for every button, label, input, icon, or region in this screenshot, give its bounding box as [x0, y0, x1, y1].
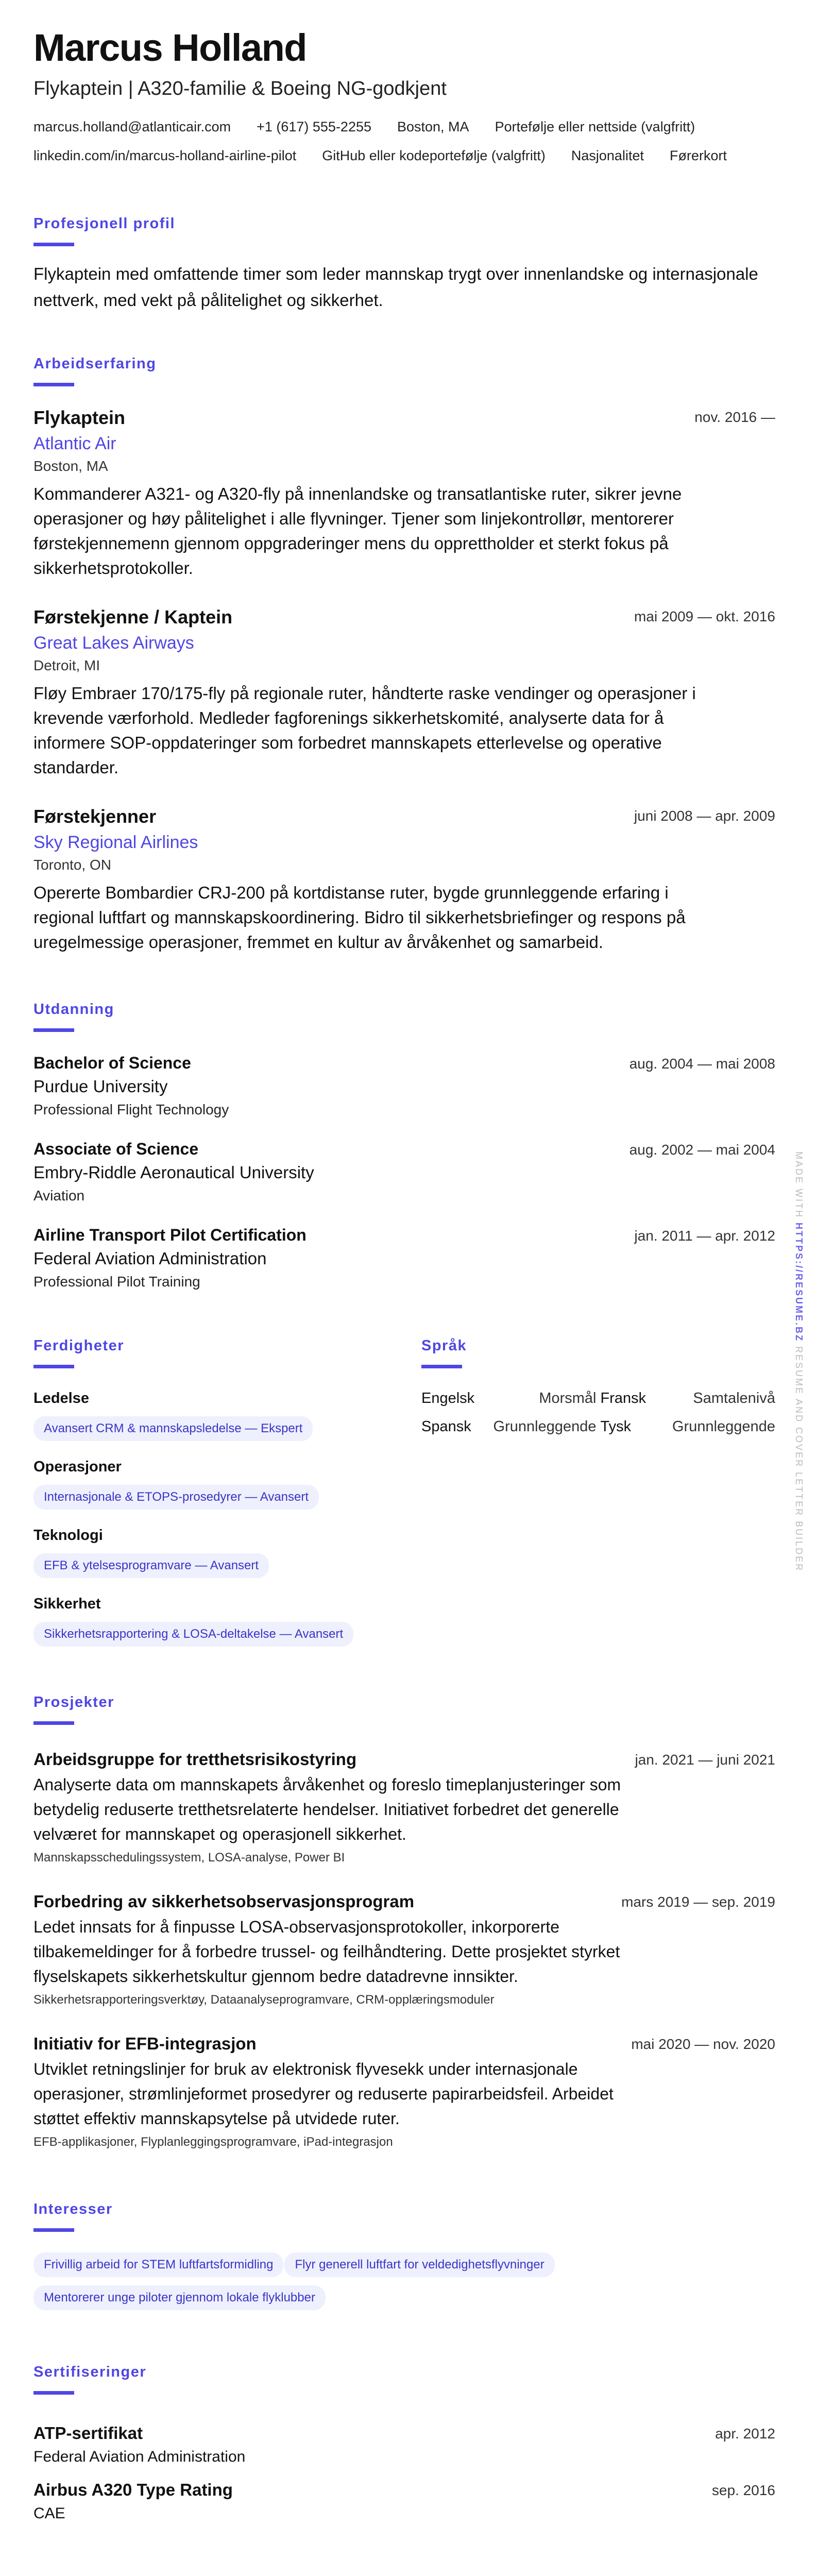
interests-section: [33, 2201, 775, 2310]
watermark-prefix: MADE WITH: [794, 1151, 804, 1218]
contact-item[interactable]: marcus.holland@atlanticair.com: [33, 119, 231, 135]
skill-chip: EFB & ytelsesprogramvare — Avansert: [33, 1553, 269, 1578]
project-entry: [33, 1892, 775, 2007]
language-item: [601, 1390, 776, 1407]
contact-item: Portefølje eller nettside (valgfritt): [495, 119, 695, 135]
project-dates: mai 2020 — nov. 2020: [631, 2036, 775, 2053]
skill-chip: Internasjonale & ETOPS-prosedyrer — Avansert: [33, 1485, 319, 1510]
project-title: Arbeidsgruppe for tretthetsrisikostyring: [33, 1750, 357, 1769]
skill-category: Teknologi: [33, 1527, 103, 1544]
languages-section: [421, 1337, 775, 1647]
interest-chip: Flyr generell luftfart for veldedighetsflyvninger: [284, 2252, 554, 2277]
job-dates: mai 2009 — okt. 2016: [634, 608, 775, 625]
language-level: Grunnleggende: [493, 1418, 597, 1435]
section-divider: [421, 1365, 462, 1368]
field-of-study: Aviation: [33, 1188, 85, 1204]
candidate-headline: Flykaptein | A320-familie & Boeing NG-godkjent: [33, 78, 447, 100]
degree: Associate of Science: [33, 1140, 199, 1159]
language-level: Grunnleggende: [672, 1418, 775, 1435]
skills-languages-row: [33, 1337, 775, 1647]
profile-summary: Flykaptein med omfattende timer som leder mannskap trygt over innenlandske og internasjonale nettverk, med vekt på pålitelighet og sikkerhet.: [33, 264, 758, 310]
section-divider: [33, 383, 74, 386]
section-divider: [33, 2228, 74, 2232]
certification-title: Airbus A320 Type Rating: [33, 2480, 233, 2500]
skill-chip-row: [33, 1613, 421, 1647]
education-dates: jan. 2011 — apr. 2012: [634, 1228, 775, 1244]
language-name: Spansk: [421, 1418, 471, 1435]
job-location: Boston, MA: [33, 458, 108, 474]
experience-entry: [33, 407, 775, 581]
language-name: Tysk: [600, 1418, 632, 1435]
education-dates: aug. 2002 — mai 2004: [629, 1142, 775, 1158]
certifications-section: [33, 2364, 775, 2522]
language-item: [421, 1390, 597, 1407]
experience-section: [33, 355, 775, 955]
certification-title: ATP-sertifikat: [33, 2424, 143, 2443]
project-description: Ledet innsats for å finpusse LOSA-observasjonsprotokoller, inkorporerte tilbakemeldinger for å forbedre trussel- og feilhåndtering. Dette prosjektet styrket flyselskapets sikkerhetskultur gjennom bedre datadrevne innsikter.: [33, 1918, 620, 1986]
school-name: Purdue University: [33, 1077, 168, 1096]
section-title: Ferdigheter: [33, 1337, 125, 1354]
language-level: Samtalenivå: [693, 1390, 775, 1407]
section-title: Profesjonell profil: [33, 215, 176, 232]
education-entry: [33, 1226, 775, 1290]
degree: Airline Transport Pilot Certification: [33, 1226, 306, 1245]
contact-item: GitHub eller kodeportefølje (valgfritt): [322, 148, 546, 164]
language-item: [421, 1418, 597, 1435]
certification-date: sep. 2016: [712, 2482, 775, 2499]
section-title: Interesser: [33, 2201, 113, 2218]
job-location: Toronto, ON: [33, 857, 111, 873]
job-description: Opererte Bombardier CRJ-200 på kortdistanse ruter, bygde grunnleggende erfaring i regional luftfart og mannskapskoordinering. Bidro til sikkerhetsbriefinger og respons på uregelmessige operasjoner, fremmet en kultur av årvåkenhet og samarbeid.: [33, 883, 686, 952]
certification-issuer: Federal Aviation Administration: [33, 2448, 246, 2466]
resume-header: [33, 0, 775, 170]
job-dates: juni 2008 — apr. 2009: [634, 808, 775, 824]
job-title: Førstekjenner: [33, 806, 157, 827]
certification-issuer: CAE: [33, 2505, 65, 2522]
skills-section: [33, 1337, 421, 1647]
skill-category: Sikkerhet: [33, 1596, 101, 1613]
project-title: Forbedring av sikkerhetsobservasjonsprogram: [33, 1892, 415, 1911]
education-dates: aug. 2004 — mai 2008: [629, 1056, 775, 1072]
degree: Bachelor of Science: [33, 1054, 191, 1073]
section-divider: [33, 243, 74, 246]
skill-chip-row: [33, 1407, 421, 1441]
skill-chip: Sikkerhetsrapportering & LOSA-deltakelse — Avansert: [33, 1622, 353, 1647]
job-title: Flykaptein: [33, 407, 126, 429]
profile-section: [33, 215, 775, 313]
school-name: Embry-Riddle Aeronautical University: [33, 1163, 314, 1182]
watermark: [793, 1151, 804, 1572]
education-entry: [33, 1054, 775, 1118]
section-divider: [33, 2391, 74, 2395]
watermark-suffix: RESUME AND COVER LETTER BUILDER: [794, 1346, 804, 1572]
project-title: Initiativ for EFB-integrasjon: [33, 2034, 257, 2054]
project-description: Analyserte data om mannskapets årvåkenhet og foreslo timeplanjusteringer som betydelig reduserte tretthetsrelaterte hendelser. Initiativet forbedret det generelle velværet for mannskapet og operasjonell sikkerhet.: [33, 1775, 621, 1844]
job-description: Kommanderer A321- og A320-fly på innenlandske og transatlantiske ruter, sikrer jevne operasjoner og høy pålitelighet i alle flyvninger. Tjener som linjekontrollør, mentorerer førstekjennemenn gjennom oppgraderinger mens du opprettholder et sterkt fokus på sikkerhetsprotokoller.: [33, 484, 682, 578]
resume: [33, 0, 775, 2543]
job-location: Detroit, MI: [33, 657, 100, 674]
contact-item: +1 (617) 555-2255: [257, 119, 371, 135]
certification-entry: [33, 2424, 775, 2466]
experience-entry: [33, 806, 775, 955]
project-entry: [33, 2034, 775, 2149]
school-name: Federal Aviation Administration: [33, 1249, 267, 1268]
contact-item: Boston, MA: [397, 119, 469, 135]
watermark-link[interactable]: HTTPS://RESUME.BZ: [794, 1223, 804, 1343]
section-title: Sertifiseringer: [33, 2364, 147, 2381]
interest-chip: Frivillig arbeid for STEM luftfartsformidling: [33, 2252, 283, 2277]
job-description: Fløy Embraer 170/175-fly på regionale ruter, håndterte raske vendinger og operasjoner i krevende værforhold. Medleder fagforenings sikkerhetskomité, analyserte data for å informere SOP-oppdateringer som forbedret mannskapets etterlevelse og operative standarder.: [33, 684, 696, 777]
project-entry: [33, 1750, 775, 1865]
section-title: Språk: [421, 1337, 467, 1354]
language-name: Engelsk: [421, 1390, 475, 1407]
contact-item: Førerkort: [669, 148, 727, 164]
education-section: [33, 1001, 775, 1290]
project-tools: Sikkerhetsrapporteringsverktøy, Dataanalyseprogramvare, CRM-opplæringsmoduler: [33, 1993, 495, 2007]
contact-item: Nasjonalitet: [571, 148, 644, 164]
project-description: Utviklet retningslinjer for bruk av elektronisk flyvesekk under internasjonale operasjoner, strømlinjeformet prosedyrer og reduserte papirarbeidsfeil. Arbeidet støttet effektiv mannskapsytelse på utvidede ruter.: [33, 2060, 614, 2128]
field-of-study: Professional Flight Technology: [33, 1101, 229, 1118]
contact-item[interactable]: linkedin.com/in/marcus-holland-airline-pilot: [33, 148, 297, 164]
skill-chip: Avansert CRM & mannskapsledelse — Ekspert: [33, 1416, 313, 1441]
skill-category: Operasjoner: [33, 1459, 122, 1476]
section-divider: [33, 1721, 74, 1725]
contact-list: [33, 112, 775, 170]
skill-chip-row: [33, 1476, 421, 1510]
education-entry: [33, 1140, 775, 1204]
job-title: Førstekjenne / Kaptein: [33, 606, 233, 628]
language-item: [601, 1418, 776, 1435]
skill-chip-row: [33, 1544, 421, 1578]
project-dates: jan. 2021 — juni 2021: [635, 1752, 775, 1768]
company-name: Great Lakes Airways: [33, 633, 194, 653]
certification-date: apr. 2012: [715, 2426, 775, 2442]
section-title: Arbeidserfaring: [33, 355, 157, 372]
job-dates: nov. 2016 —: [694, 409, 775, 426]
language-level: Morsmål: [539, 1390, 597, 1407]
section-title: Prosjekter: [33, 1694, 114, 1711]
certification-entry: [33, 2480, 775, 2522]
company-name: Atlantic Air: [33, 434, 116, 454]
section-title: Utdanning: [33, 1001, 114, 1018]
field-of-study: Professional Pilot Training: [33, 1274, 200, 1290]
projects-section: [33, 1694, 775, 2149]
company-name: Sky Regional Airlines: [33, 833, 198, 853]
skill-category: Ledelse: [33, 1390, 89, 1407]
project-tools: Mannskapsschedulingssystem, LOSA-analyse, Power BI: [33, 1851, 345, 1865]
project-dates: mars 2019 — sep. 2019: [621, 1894, 775, 1910]
section-divider: [33, 1028, 74, 1032]
experience-entry: [33, 606, 775, 780]
candidate-name: Marcus Holland: [33, 26, 306, 69]
project-tools: EFB-applikasjoner, Flyplanleggingsprogramvare, iPad-integrasjon: [33, 2135, 393, 2149]
interest-chip: Mentorerer unge piloter gjennom lokale flyklubber: [33, 2285, 326, 2310]
language-name: Fransk: [600, 1390, 646, 1407]
section-divider: [33, 1365, 74, 1368]
